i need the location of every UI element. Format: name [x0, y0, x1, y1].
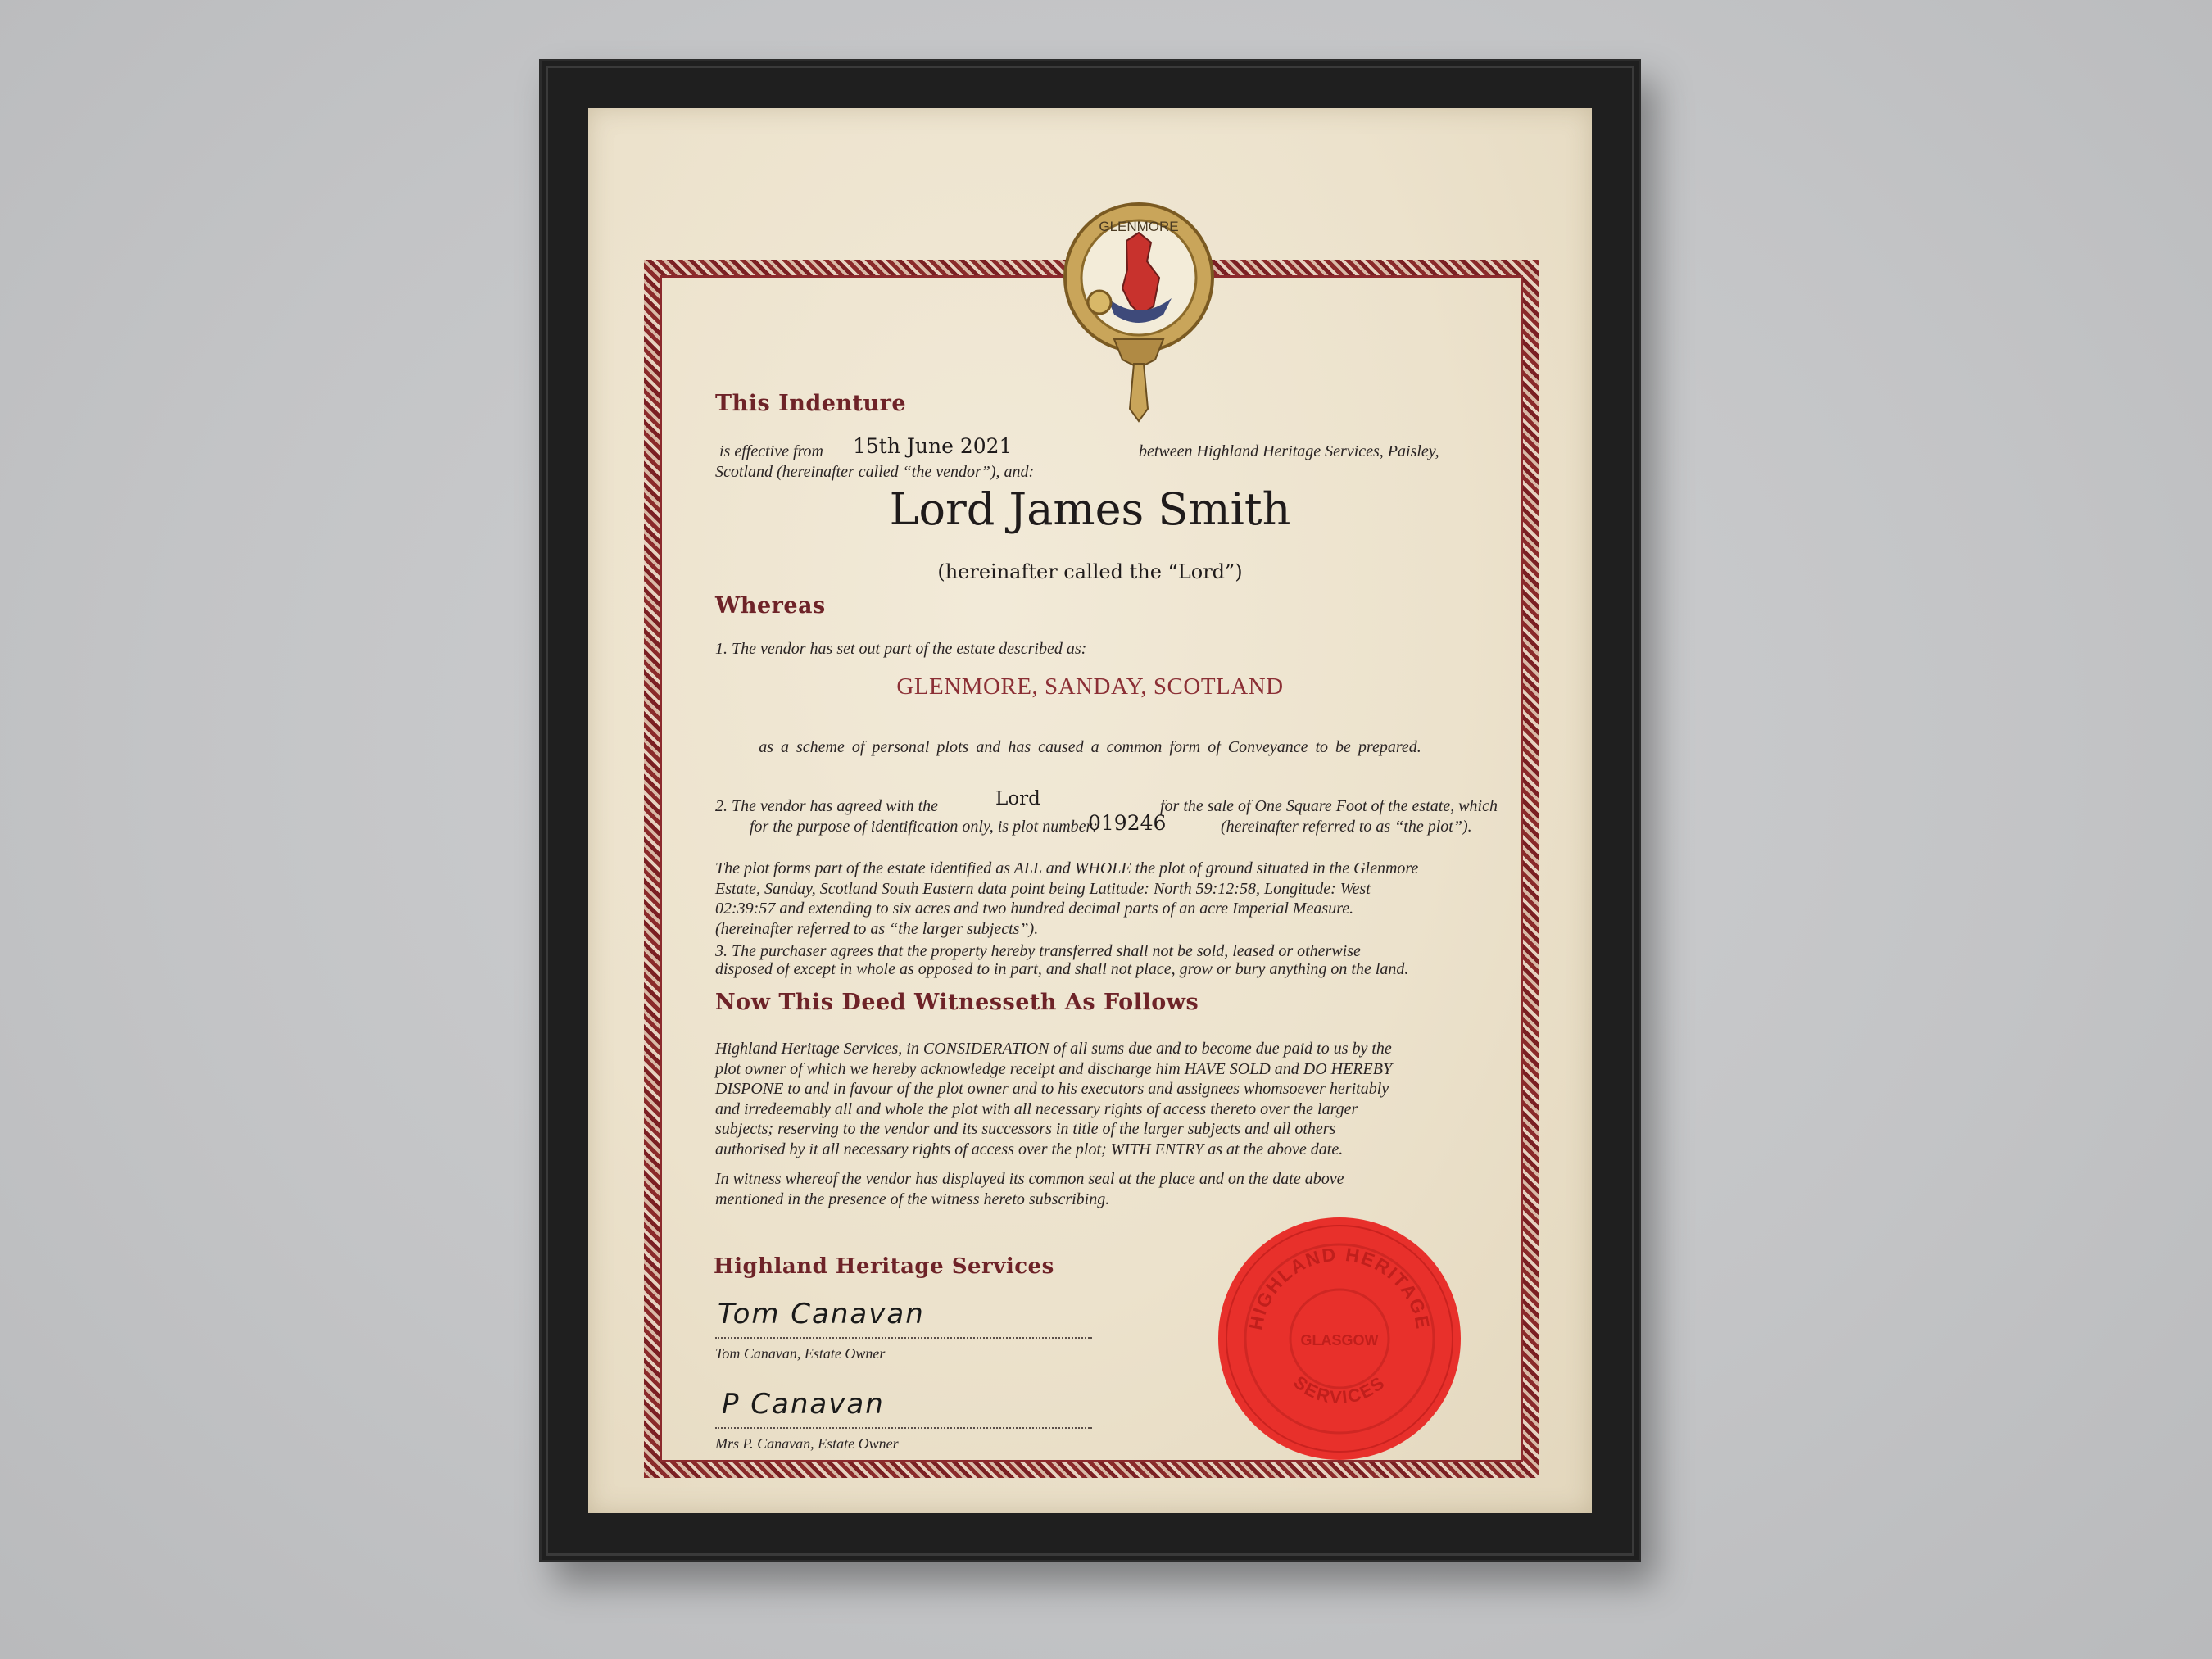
deed-para-line: plot owner of which we hereby acknowledge receipt and discharge him HAVE SOLD and DO HEREBY	[715, 1059, 1393, 1078]
witness-line: In witness whereof the vendor has displayed its common seal at the place and on the date above	[715, 1170, 1344, 1188]
plot-para-line: Estate, Sanday, Scotland South Eastern data point being Latitude: North 59:12:58, Longitude: West	[715, 879, 1371, 898]
clause-2c: for the purpose of identification only, is plot number:	[750, 818, 1098, 836]
picture-frame	[539, 59, 1641, 1562]
seal-top-text: HIGHLAND HERITAGE	[1244, 1243, 1435, 1332]
effective-prefix: is effective from	[719, 442, 823, 460]
wax-seal-icon	[1217, 1216, 1462, 1462]
deed-heading: Now This Deed Witnesseth As Follows	[715, 990, 1199, 1015]
signature-p: P Canavan	[722, 1388, 885, 1421]
clause-2b: for the sale of One Square Foot of the estate, which	[1160, 797, 1498, 815]
estate-name: GLENMORE, SANDAY, SCOTLAND	[896, 673, 1284, 700]
plot-para-line: (hereinafter referred to as “the larger subjects”).	[715, 919, 1039, 938]
deed-paragraph	[715, 1039, 1469, 1159]
clause-2a: 2. The vendor has agreed with the	[715, 797, 939, 815]
deed-para-line: DISPONE to and in favour of the plot owner and to his executors and assignees whomsoever heritably	[715, 1080, 1389, 1098]
clause-3	[715, 942, 1485, 978]
certificate-paper	[588, 108, 1592, 1513]
whereas-heading: Whereas	[715, 593, 826, 619]
plot-paragraph	[715, 859, 1469, 939]
witness-line: mentioned in the presence of the witness hereto subscribing.	[715, 1190, 1110, 1208]
signature-line-1	[715, 1337, 1092, 1339]
deed-para-line: subjects; reserving to the vendor and its successors in title of the larger subjects and all others	[715, 1120, 1336, 1138]
effective-date: 15th June 2021	[853, 434, 1013, 458]
clause-3-line: disposed of except in whole as opposed to in part, and shall not place, grow or bury anything on the land.	[715, 960, 1409, 978]
deed-para-line: authorised by it all necessary rights of access over the plot; WITH ENTRY as at the above date.	[715, 1140, 1344, 1158]
signature-line-2	[715, 1427, 1092, 1429]
indenture-heading: This Indenture	[715, 391, 907, 416]
owner-called: (hereinafter called the “Lord”)	[937, 560, 1243, 583]
plot-number: 019246	[1088, 811, 1167, 835]
plot-para-line: 02:39:57 and extending to six acres and two hundred decimal parts of an acre Imperial Measure.	[715, 900, 1354, 918]
signature-tom: Tom Canavan	[718, 1298, 925, 1330]
owner-name: Lord James Smith	[889, 483, 1291, 535]
witness-paragraph	[715, 1169, 1469, 1209]
clause-3-line: 3. The purchaser agrees that the property hereby transferred shall not be sold, leased or otherwise	[715, 942, 1361, 960]
title-lord: Lord	[995, 788, 1040, 809]
plot-para-line: The plot forms part of the estate identified as ALL and WHOLE the plot of ground situated in the Glenmore	[715, 859, 1419, 877]
clause-1: 1. The vendor has set out part of the estate described as:	[715, 640, 1087, 658]
clause-2d: (hereinafter referred to as “the plot”).	[1221, 818, 1472, 836]
seal-bottom-text: SERVICES	[1290, 1371, 1389, 1408]
seal-center-text: GLASGOW	[1300, 1332, 1379, 1349]
deed-para-line: Highland Heritage Services, in CONSIDERATION of all sums due and to become due paid to us by the	[715, 1040, 1392, 1058]
scheme-text: as a scheme of personal plots and has caused a common form of Conveyance to be prepared.	[759, 738, 1421, 756]
deed-para-line: and irredeemably all and whole the plot with all necessary rights of access thereto over the larger	[715, 1099, 1358, 1118]
company-name: Highland Heritage Services	[714, 1254, 1054, 1279]
between-text: between Highland Heritage Services, Paisley,	[1139, 442, 1439, 460]
signature-caption-1: Tom Canavan, Estate Owner	[715, 1345, 886, 1362]
clan-crest-icon	[1049, 200, 1229, 429]
signature-caption-2: Mrs P. Canavan, Estate Owner	[715, 1435, 899, 1452]
vendor-line: Scotland (hereinafter called “the vendor”), and:	[715, 463, 1035, 481]
crest-motto: GLENMORE	[1099, 219, 1179, 234]
